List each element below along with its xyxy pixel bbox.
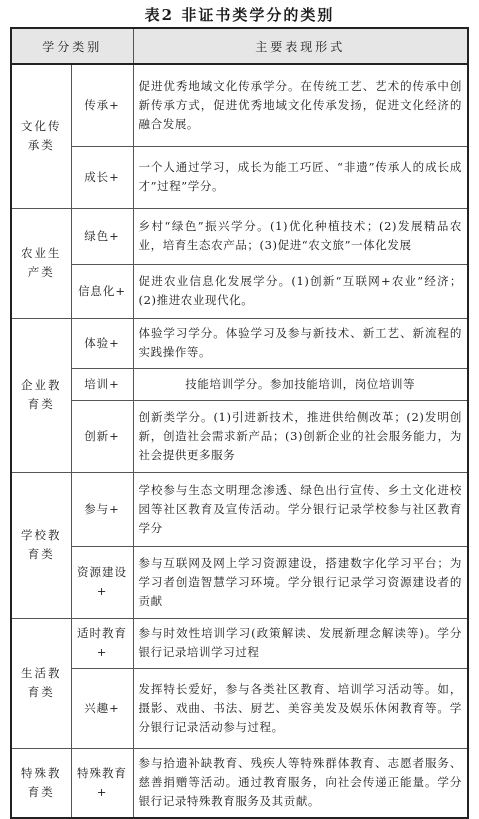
table-row — [11, 146, 468, 208]
table-row — [11, 64, 468, 146]
subcategory-cell: 培训+ — [71, 368, 133, 400]
table-row — [11, 668, 468, 748]
table-row — [11, 618, 468, 668]
description-cell: 促进农业信息化发展学分。(1)创新“互联网+农业”经济；(2)推进农业现代化。 — [133, 264, 468, 318]
subcategory-cell: 传承+ — [71, 64, 133, 146]
description-cell: 一个人通过学习，成长为能工巧匠、“非遗”传承人的成长成才”过程”学分。 — [133, 146, 468, 208]
category-cell: 企业教育类 — [11, 318, 71, 472]
description-cell: 参与互联网及网上学习资源建设，搭建数字化学习平台；为学习者创造智慧学习环境。学分银行记录学习资源建设者的贡献 — [133, 546, 468, 618]
category-cell: 特殊教育类 — [11, 748, 71, 818]
subcategory-cell: 体验+ — [71, 318, 133, 368]
table-row — [11, 748, 468, 818]
table-row — [11, 368, 468, 400]
description-cell: 参与时效性培训学习(政策解读、发展新理念解读等)。学分银行记录培训学习过程 — [133, 618, 468, 668]
table-row — [11, 264, 468, 318]
description-cell: 促进优秀地域文化传承学分。在传统工艺、艺术的传承中创新传承方式，促进优秀地域文化传承发扬，促进文化经济的融合发展。 — [133, 64, 468, 146]
description-cell: 参与拾遗补缺教育、残疾人等特殊群体教育、志愿者服务、慈善捐赠等活动。通过教育服务，向社会传递正能量。学分银行记录特殊教育服务及其贡献。 — [133, 748, 468, 818]
subcategory-cell: 成长+ — [71, 146, 133, 208]
table-row — [11, 208, 468, 264]
table-row — [11, 472, 468, 546]
subcategory-cell: 特殊教育+ — [71, 748, 133, 818]
description-cell: 体验学习学分。体验学习及参与新技术、新工艺、新流程的实践操作等。 — [133, 318, 468, 368]
description-cell: 技能培训学分。参加技能培训，岗位培训等 — [133, 368, 468, 400]
subcategory-cell: 参与+ — [71, 472, 133, 546]
description-cell: 创新类学分。(1)引进新技术，推进供给侧改革；(2)发明创新，创造社会需求新产品；(3)创新企业的社会服务能力，为社会提供更多服务 — [133, 400, 468, 472]
subcategory-cell: 信息化+ — [71, 264, 133, 318]
header-credit-category: 学分类别 — [11, 28, 133, 64]
description-cell: 乡村“绿色”振兴学分。(1)优化种植技术；(2)发展精品农业，培育生态农产品；(3)促进“农文旅”一体化发展 — [133, 208, 468, 264]
table-row — [11, 318, 468, 368]
table-row — [11, 546, 468, 618]
category-cell: 学校教育类 — [11, 472, 71, 618]
header-main-forms: 主要表现形式 — [133, 28, 468, 64]
category-cell: 农业生产类 — [11, 208, 71, 318]
category-cell: 生活教育类 — [11, 618, 71, 748]
subcategory-cell: 适时教育+ — [71, 618, 133, 668]
category-cell: 文化传承类 — [11, 64, 71, 208]
credit-category-table — [10, 27, 469, 819]
subcategory-cell: 资源建设+ — [71, 546, 133, 618]
description-cell: 学校参与生态文明理念渗透、绿色出行宣传、乡土文化进校园等社区教育及宣传活动。学分银行记录学校参与社区教育学分 — [133, 472, 468, 546]
table-row — [11, 400, 468, 472]
table-title: 表2 非证书类学分的类别 — [144, 6, 335, 24]
header-row — [11, 28, 468, 64]
subcategory-cell: 兴趣+ — [71, 668, 133, 748]
description-cell: 发挥特长爱好，参与各类社区教育、培训学习活动等。如，摄影、戏曲、书法、厨艺、美容美发及娱乐休闲教育等。学分银行记录活动参与过程。 — [133, 668, 468, 748]
subcategory-cell: 绿色+ — [71, 208, 133, 264]
subcategory-cell: 创新+ — [71, 400, 133, 472]
